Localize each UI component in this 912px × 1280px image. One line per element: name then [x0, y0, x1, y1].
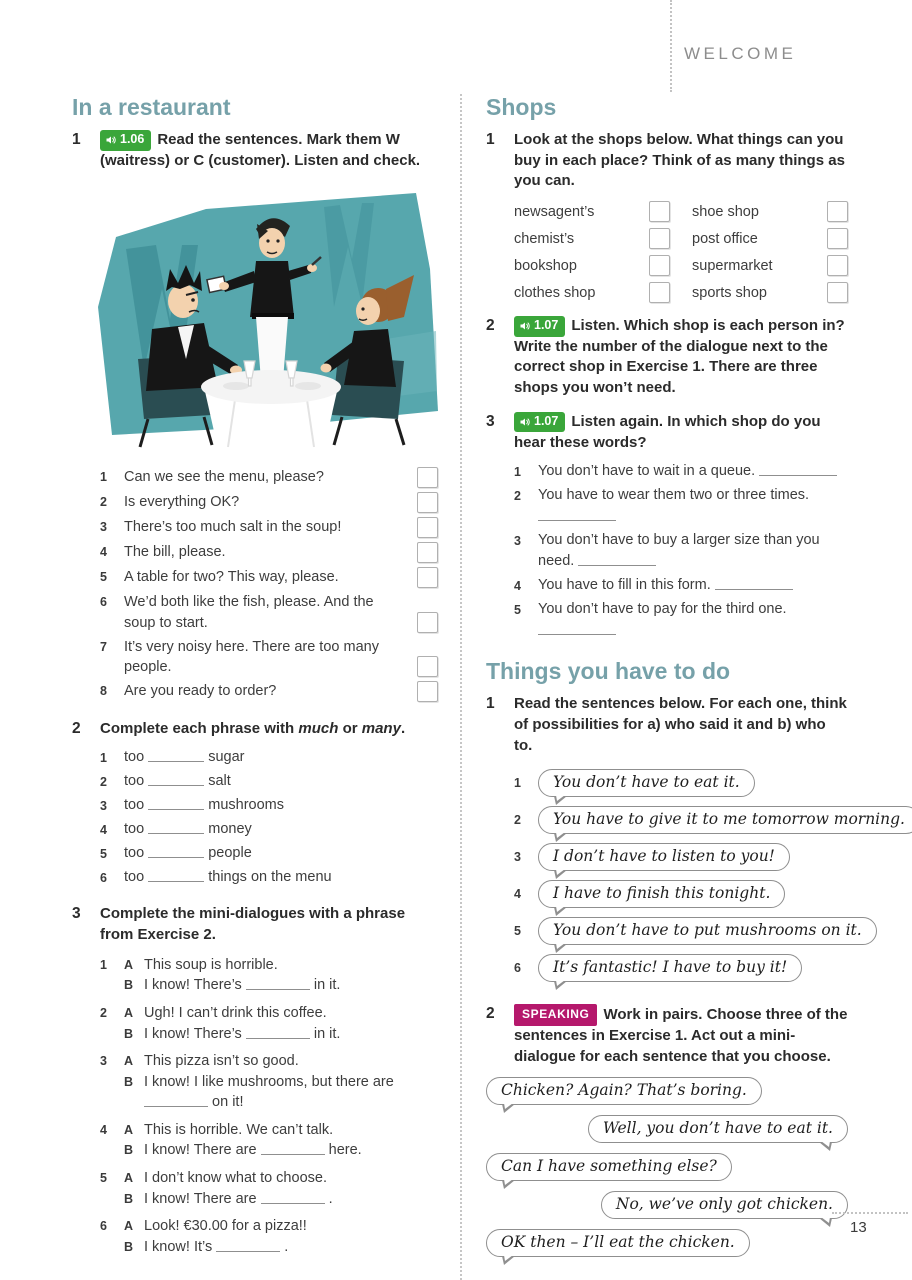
- sentence-text: We’d both like the fish, please. And the soup to start.: [124, 594, 374, 631]
- speaker-label: A: [124, 1171, 134, 1186]
- phrase-row: 4 too money: [100, 819, 438, 840]
- mini-dialogue: [100, 955, 438, 996]
- answer-box[interactable]: [649, 255, 670, 276]
- bubble-row: [514, 806, 905, 834]
- item-number: 4: [514, 887, 521, 902]
- shop-row: [692, 282, 848, 303]
- shop-row: [692, 255, 848, 276]
- speaker-icon: [105, 134, 117, 146]
- item-number: 3: [100, 799, 107, 814]
- exercise-number: 1: [486, 131, 495, 148]
- speech-bubble: I have to finish this tonight.: [538, 880, 785, 908]
- shops-exercise-1: [486, 130, 848, 303]
- item-number: 1: [100, 957, 107, 972]
- answer-blank[interactable]: [148, 774, 204, 786]
- bubble-row: [514, 769, 848, 797]
- sentence-row: [100, 517, 438, 539]
- speaker-label: A: [124, 1122, 134, 1137]
- item-number: 2: [514, 813, 521, 828]
- speech-bubble: Chicken? Again? That’s boring.: [486, 1077, 762, 1105]
- speech-bubble: Can I have something else?: [486, 1153, 732, 1181]
- things-exercise-2: [486, 1004, 848, 1267]
- item-number: 3: [514, 850, 521, 865]
- answer-blank[interactable]: [759, 464, 837, 476]
- instruction-text: Listen again. In which shop do you hear these words?: [514, 412, 821, 451]
- shops-exercise-3: [486, 412, 848, 645]
- item-number: 7: [100, 639, 107, 654]
- answer-box[interactable]: [417, 517, 438, 538]
- item-number: 5: [514, 924, 521, 939]
- answer-blank[interactable]: [148, 750, 204, 762]
- exercise-instruction: [100, 130, 438, 171]
- restaurant-exercise-2: [72, 719, 438, 892]
- exercise-instruction: Complete the mini-dialogues with a phrase from Exercise 2.: [100, 905, 406, 944]
- speaker-label: A: [124, 1219, 134, 1234]
- speaker-icon: [519, 320, 531, 332]
- speaker-label: B: [124, 978, 134, 993]
- phrase-row: 1 You don’t have to wait in a queue.: [514, 461, 848, 482]
- answer-box[interactable]: [417, 467, 438, 488]
- item-number: 3: [514, 534, 521, 549]
- page-footer: [832, 1212, 908, 1236]
- answer-blank[interactable]: [246, 1027, 310, 1039]
- answer-blank[interactable]: [148, 846, 204, 858]
- exercise-number: 1: [72, 131, 81, 148]
- sentence-row: [100, 567, 438, 589]
- shops-grid: [514, 201, 848, 303]
- exercise-number: 2: [486, 317, 495, 335]
- answer-blank[interactable]: [246, 978, 310, 990]
- mini-dialogue: [100, 1120, 438, 1161]
- speech-bubble: You have to give it to me tomorrow morning.: [538, 806, 912, 834]
- dialogue-line: I know! There’s in it.: [144, 1025, 341, 1042]
- sentence-row: [100, 681, 438, 703]
- answer-blank[interactable]: [715, 578, 793, 590]
- phrase-row: 6 too things on the menu: [100, 867, 438, 888]
- answer-blank[interactable]: [216, 1240, 280, 1252]
- item-number: 1: [100, 751, 107, 766]
- exercise-instruction: Complete each phrase with much or many.: [100, 719, 406, 737]
- shop-row: [692, 201, 848, 222]
- item-number: 4: [100, 1122, 107, 1137]
- item-number: 6: [100, 595, 107, 610]
- answer-blank[interactable]: [538, 509, 616, 521]
- shop-row: [514, 201, 670, 222]
- sentence-list: [100, 467, 438, 702]
- dialogue-line: Ugh! I can’t drink this coffee.: [144, 1005, 327, 1021]
- sentence-text: Are you ready to order?: [124, 682, 277, 699]
- exercise-instruction: Read the sentences below. For each one, think of possibilities for a) who said it and b) who to.: [514, 695, 847, 754]
- item-number: 1: [514, 465, 521, 480]
- speech-bubble: It’s fantastic! I have to buy it!: [538, 954, 802, 982]
- shop-row: [692, 228, 848, 249]
- phrase-row: 2 You have to wear them two or three times.: [514, 485, 848, 527]
- answer-box[interactable]: [417, 492, 438, 513]
- left-column: [72, 94, 460, 1280]
- instruction-text: Read the sentences. Mark them W (waitress) or C (customer). Listen and check.: [100, 131, 421, 169]
- sentence-row: [100, 492, 438, 514]
- dialogue-line: This soup is horrible.: [144, 956, 278, 973]
- mini-dialogue: [100, 1216, 438, 1257]
- unit-header: WELCOME: [684, 44, 797, 63]
- sentence-row: [100, 467, 438, 489]
- dialogue-line: I know! I like mushrooms, but there are on it!: [144, 1073, 394, 1111]
- mini-dialogue: [100, 1051, 438, 1113]
- section-title-restaurant: In a restaurant: [72, 94, 231, 120]
- dialogue-line: This pizza isn’t so good.: [144, 1053, 299, 1070]
- answer-blank[interactable]: [144, 1095, 208, 1107]
- sentence-text: Can we see the menu, please?: [124, 469, 324, 486]
- answer-box[interactable]: [827, 255, 848, 276]
- exercise-instruction: Look at the shops below. What things can you buy in each place? Think of as many things as you can.: [514, 131, 845, 190]
- sentence-text: A table for two? This way, please.: [124, 569, 339, 586]
- dialogue-line: I know! It’s .: [144, 1238, 289, 1255]
- section-title-shops: Shops: [486, 94, 557, 120]
- speaker-label: A: [124, 957, 134, 972]
- item-number: 1: [514, 776, 521, 791]
- audio-badge: [514, 316, 565, 336]
- sentence-bubbles: [514, 769, 905, 982]
- shop-name: post office: [692, 230, 758, 247]
- answer-blank[interactable]: [261, 1192, 325, 1204]
- mini-dialogue: [100, 1168, 438, 1209]
- audio-badge: [100, 130, 151, 150]
- restaurant-illustration: [84, 179, 448, 457]
- speech-bubble: You don’t have to eat it.: [538, 769, 755, 797]
- shop-row: [514, 282, 670, 303]
- shop-name: chemist’s: [514, 230, 575, 247]
- shop-name: supermarket: [692, 257, 773, 274]
- speech-bubble: You don’t have to put mushrooms on it.: [538, 917, 877, 945]
- sentence-text: The bill, please.: [124, 544, 226, 561]
- exercise-number: 2: [486, 1005, 495, 1023]
- phrase-row: 1 too sugar: [100, 747, 438, 768]
- item-number: 8: [100, 683, 107, 698]
- speech-bubble: I don’t have to listen to you!: [538, 843, 790, 871]
- audio-badge: [514, 412, 565, 432]
- restaurant-exercise-3: [72, 904, 438, 1264]
- dialogue-line: I know! There’s in it.: [144, 977, 341, 994]
- page-number: 13: [850, 1219, 867, 1236]
- speaker-label: B: [124, 1143, 134, 1158]
- exercise-number: 3: [72, 905, 81, 923]
- item-number: 5: [100, 847, 107, 862]
- item-number: 4: [100, 823, 107, 838]
- item-number: 2: [100, 495, 107, 510]
- answer-box[interactable]: [649, 282, 670, 303]
- answer-blank[interactable]: [538, 623, 616, 635]
- shop-name: bookshop: [514, 257, 577, 274]
- header-divider: [670, 0, 672, 92]
- dialogue-line: I know! There are .: [144, 1190, 333, 1207]
- shop-row: [514, 228, 670, 249]
- dialogue-line: I don’t know what to choose.: [144, 1170, 327, 1187]
- speaker-label: B: [124, 1026, 134, 1041]
- phrase-row: 4 You have to fill in this form.: [514, 575, 848, 596]
- footer-divider: [832, 1212, 908, 1214]
- answer-box[interactable]: [417, 656, 438, 677]
- item-number: 6: [514, 961, 521, 976]
- mini-dialogues: [100, 955, 438, 1258]
- item-number: 5: [514, 603, 521, 618]
- phrase-row: 3 You don’t have to buy a larger size than you need.: [514, 530, 848, 572]
- audio-track-number: 1.07: [534, 414, 559, 429]
- answer-blank[interactable]: [578, 554, 656, 566]
- bubble-row: [514, 954, 848, 982]
- answer-box[interactable]: [417, 681, 438, 702]
- speech-bubble: No, we’ve only got chicken.: [601, 1191, 848, 1219]
- instruction-text: Work in pairs. Choose three of the sentences in Exercise 1. Act out a mini-dialogue for each sentence that you choose.: [514, 1006, 848, 1065]
- answer-blank[interactable]: [148, 822, 204, 834]
- answer-box[interactable]: [417, 542, 438, 563]
- answer-box[interactable]: [827, 282, 848, 303]
- sentence-text: Is everything OK?: [124, 494, 240, 511]
- item-number: 2: [100, 1006, 107, 1020]
- mini-dialogue: [100, 1003, 438, 1044]
- item-number: 1: [100, 470, 107, 485]
- phrase-list: [100, 747, 438, 888]
- bubble-row: [514, 843, 848, 871]
- speaker-label: B: [124, 1191, 134, 1206]
- speech-bubble: OK then – I’ll eat the chicken.: [486, 1229, 750, 1257]
- speech-bubble: Well, you don’t have to eat it.: [588, 1115, 848, 1143]
- speaker-label: A: [124, 1054, 134, 1069]
- exercise-number: 2: [72, 719, 81, 737]
- sentence-text: There’s too much salt in the soup!: [124, 519, 342, 536]
- item-number: 2: [100, 775, 107, 790]
- answer-box[interactable]: [827, 228, 848, 249]
- item-number: 6: [100, 871, 107, 886]
- item-number: 4: [514, 579, 521, 594]
- speaker-label: B: [124, 1074, 134, 1089]
- dialogue-bubbles: [486, 1077, 848, 1267]
- sentence-row: [100, 542, 438, 564]
- shops-exercise-2: [486, 316, 848, 399]
- shop-name: shoe shop: [692, 203, 759, 220]
- speaker-label: B: [124, 1239, 134, 1254]
- exercise-instruction: [514, 412, 848, 453]
- item-number: 6: [100, 1219, 107, 1234]
- instruction-text: Listen. Which shop is each person in? Write the number of the dialogue next to the correct shop in Exercise 1. There are three shops you won’t need.: [514, 317, 845, 397]
- shop-name: sports shop: [692, 284, 767, 301]
- answer-blank[interactable]: [148, 870, 204, 882]
- phrase-row: 3 too mushrooms: [100, 795, 438, 816]
- sentence-text: It’s very noisy here. There are too many people.: [124, 638, 379, 676]
- item-number: 2: [514, 489, 521, 504]
- bubble-row: [514, 917, 862, 945]
- dialogue-line: I know! There are here.: [144, 1142, 362, 1159]
- phrase-row: 5 You don’t have to pay for the third one.: [514, 599, 848, 641]
- dialogue-line: This is horrible. We can’t talk.: [144, 1121, 334, 1138]
- speaking-badge: SPEAKING: [514, 1004, 597, 1026]
- answer-box[interactable]: [649, 201, 670, 222]
- shop-name: newsagent’s: [514, 203, 595, 220]
- audio-track-number: 1.07: [534, 318, 559, 333]
- answer-box[interactable]: [649, 228, 670, 249]
- answer-box[interactable]: [827, 201, 848, 222]
- exercise-instruction: [514, 1004, 848, 1067]
- bubble-row: [514, 880, 848, 908]
- phrase-list: [514, 461, 848, 641]
- answer-box[interactable]: [417, 567, 438, 588]
- speaker-label: A: [124, 1006, 134, 1020]
- exercise-number: 1: [486, 695, 495, 713]
- phrase-row: 2 too salt: [100, 771, 438, 792]
- sentence-row: [100, 592, 438, 633]
- restaurant-exercise-1: [72, 130, 438, 706]
- shop-name: clothes shop: [514, 284, 596, 301]
- sentence-row: [100, 637, 438, 678]
- exercise-number: 3: [486, 412, 495, 430]
- exercise-instruction: [514, 316, 848, 399]
- section-title-things: Things you have to do: [486, 658, 731, 685]
- phrase-row: 5 too people: [100, 843, 438, 864]
- answer-box[interactable]: [417, 612, 438, 633]
- answer-blank[interactable]: [261, 1143, 325, 1155]
- speaker-icon: [519, 416, 531, 428]
- shop-row: [514, 255, 670, 276]
- item-number: 4: [100, 545, 107, 560]
- item-number: 5: [100, 570, 107, 585]
- item-number: 5: [100, 1171, 107, 1186]
- dialogue-line: Look! €30.00 for a pizza!!: [144, 1218, 307, 1235]
- item-number: 3: [100, 1054, 107, 1069]
- answer-blank[interactable]: [148, 798, 204, 810]
- item-number: 3: [100, 520, 107, 535]
- audio-track-number: 1.06: [120, 132, 145, 147]
- things-exercise-1: [486, 694, 905, 991]
